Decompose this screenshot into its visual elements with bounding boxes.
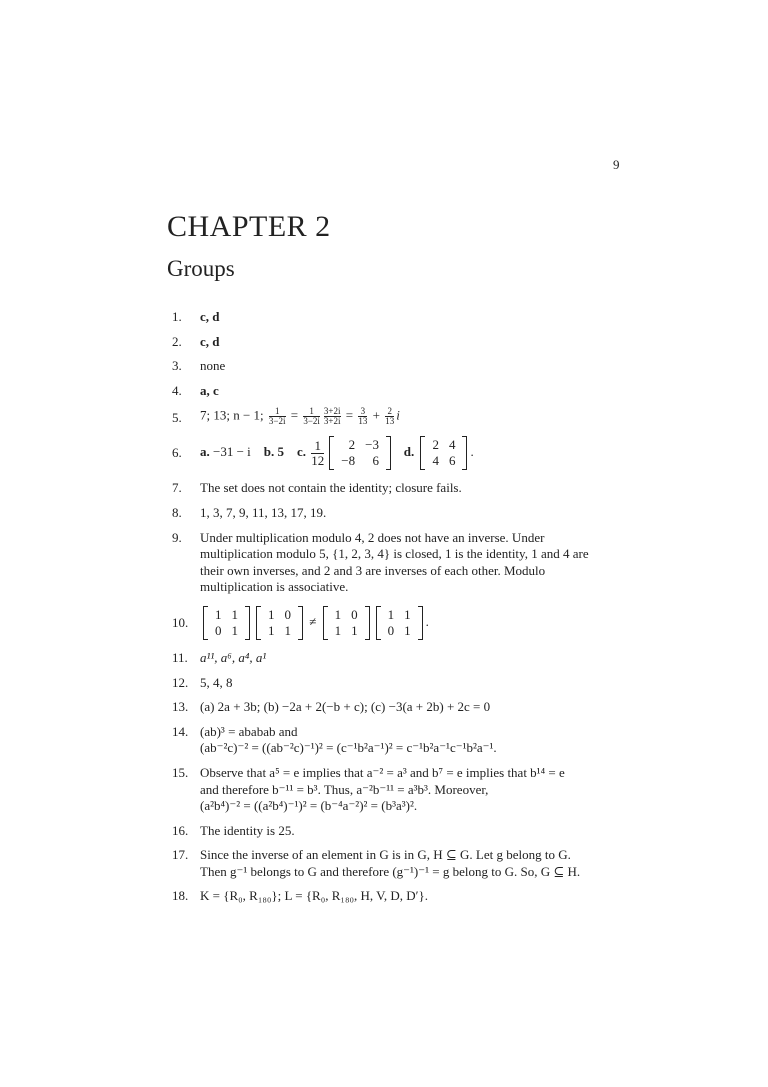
item-number: 13.: [172, 699, 189, 715]
denominator: 13: [358, 416, 368, 427]
item-number: 15.: [172, 764, 189, 780]
answer-list: [172, 309, 642, 913]
answer-item: [172, 309, 642, 326]
answer-line: (ab)³ = ababab and: [200, 723, 298, 739]
denominator: 13: [385, 416, 395, 427]
cell: 0: [284, 606, 291, 622]
text: −31 − i: [213, 444, 251, 460]
label: c.: [297, 444, 307, 460]
answer-item: [172, 675, 642, 692]
not-equal: ≠: [309, 613, 317, 629]
answer-text: (a) 2a + 3b; (b) −2a + 2(−b + c); (c) −3(a + 2b) + 2c = 0: [200, 699, 491, 715]
numerator: 3: [360, 406, 366, 417]
cell: 2: [348, 437, 356, 453]
answer-text: The set does not contain the identity; closure fails.: [200, 480, 462, 496]
answer-math: [200, 436, 474, 470]
numerator: 3+2i: [323, 406, 341, 417]
matrix: [329, 436, 391, 470]
item-number: 3.: [172, 358, 182, 374]
answer-item: [172, 480, 642, 497]
cell: 1: [268, 606, 275, 622]
item-number: 18.: [172, 888, 189, 904]
answer-item: [172, 434, 642, 472]
answer-text: The identity is 25.: [200, 822, 295, 838]
item-number: 7.: [172, 480, 182, 496]
matrix: [323, 606, 370, 640]
item-number: 10.: [172, 614, 189, 630]
cell: 0: [351, 606, 358, 622]
answer-line: Then g⁻¹ belongs to G and therefore (g⁻¹)⁻¹ = g belong to G. So, G ⊆ H.: [200, 863, 581, 879]
item-number: 9.: [172, 529, 182, 545]
answer-item: [172, 847, 642, 880]
label: a.: [200, 444, 210, 460]
answer-item: [172, 505, 642, 522]
denominator: 3+2i: [323, 416, 341, 427]
cell: −3: [365, 437, 379, 453]
answer-item: [172, 823, 642, 840]
cell: 6: [448, 453, 456, 469]
answer-item: [172, 383, 642, 400]
item-number: 11.: [172, 649, 188, 665]
section-title: Groups: [167, 256, 235, 281]
answer-line: Since the inverse of an element in G is in G, H ⊆ G. Let g belong to G.: [200, 847, 571, 863]
item-number: 6.: [172, 445, 182, 461]
text: +: [372, 407, 380, 423]
cell: 1: [404, 622, 411, 638]
cell: −8: [341, 453, 356, 469]
page-number: 9: [613, 157, 620, 172]
item-number: 12.: [172, 674, 189, 690]
fraction: [358, 407, 367, 426]
item-number: 1.: [172, 309, 182, 324]
fraction: [311, 439, 324, 468]
cell: 1: [404, 606, 411, 622]
fraction: [303, 407, 320, 426]
cell: 1: [231, 606, 238, 622]
label: d.: [403, 444, 415, 460]
answer-text: 1, 3, 7, 9, 11, 13, 17, 19.: [200, 504, 327, 520]
answer-item: [172, 888, 642, 905]
answer-item: [172, 724, 642, 757]
text: 7; 13; n − 1;: [200, 407, 264, 423]
cell: 1: [231, 622, 238, 638]
item-number: 2.: [172, 333, 182, 349]
text: .: [470, 444, 474, 460]
item-number: 5.: [172, 410, 182, 426]
cell: 4: [432, 453, 439, 469]
item-number: 17.: [172, 847, 189, 863]
denominator: 3−2i: [303, 416, 320, 427]
denominator: 3−2i: [268, 416, 286, 427]
text: =: [345, 407, 354, 423]
answer-item: [172, 604, 642, 642]
answer-text: a¹¹, a⁶, a⁴, a¹: [200, 649, 267, 665]
matrix: [376, 606, 423, 640]
cell: 1: [215, 606, 222, 622]
answer-item: [172, 407, 642, 426]
text: i: [396, 407, 400, 423]
answer-math: [200, 407, 642, 426]
matrix: [256, 606, 303, 640]
text: =: [290, 407, 299, 423]
answer-item: [172, 530, 602, 596]
answer-text: c, d: [200, 333, 220, 349]
answer-item: [172, 765, 642, 815]
matrix: [420, 436, 467, 470]
answer-item: [172, 334, 642, 351]
fraction: [324, 407, 341, 426]
item-number: 16.: [172, 822, 189, 838]
cell: 0: [387, 622, 395, 638]
answer-text: c, d: [200, 309, 220, 324]
cell: 1: [334, 622, 342, 638]
answer-line: Observe that a⁵ = e implies that a⁻² = a³ and b⁷ = e implies that b¹⁴ = e: [200, 764, 565, 780]
cell: 4: [448, 437, 456, 453]
cell: 1: [351, 622, 358, 638]
numerator: 1: [314, 437, 322, 453]
text: .: [425, 613, 429, 629]
answer-line: (a²b⁴)⁻² = ((a²b⁴)⁻¹)² = (b⁻⁴a⁻²)² = (b³a³)².: [200, 798, 418, 814]
numerator: 2: [387, 406, 392, 417]
cell: 2: [432, 437, 439, 453]
answer-text: a, c: [200, 382, 219, 398]
cell: 6: [372, 453, 379, 469]
label: b. 5: [263, 444, 285, 460]
answer-item: [172, 358, 642, 375]
numerator: 1: [274, 406, 280, 417]
cell: 1: [334, 606, 342, 622]
numerator: 1: [309, 406, 314, 417]
cell: 1: [284, 622, 291, 638]
answer-line: (ab⁻²c)⁻² = ((ab⁻²c)⁻¹)² = (c⁻¹b²a⁻¹)² = c⁻¹b²a⁻¹c⁻¹b²a⁻¹.: [200, 740, 497, 756]
denominator: 12: [311, 452, 325, 468]
cell: 1: [268, 622, 275, 638]
matrix: [203, 606, 250, 640]
fraction: [385, 407, 394, 426]
answer-text: Under multiplication modulo 4, 2 does not have an inverse. Under multiplication modulo 5, {1, 2, 3, 4} is closed, 1 is the identity, 1 and 4 are their own inverses, and 2 and 3 are inverses of each other. Modulo multiplication is associative.: [200, 529, 589, 595]
answer-text: K = {R₀, R₁₈₀}; L = {R₀, R₁₈₀, H, V, D, D′}.: [200, 888, 429, 904]
item-number: 14.: [172, 723, 189, 739]
answer-line: and therefore b⁻¹¹ = b³. Thus, a⁻²b⁻¹¹ = a³b³. Moreover,: [200, 781, 489, 797]
fraction: [269, 407, 286, 426]
cell: 0: [215, 622, 222, 638]
answer-item: [172, 650, 642, 667]
item-number: 8.: [172, 504, 182, 520]
chapter-title: CHAPTER 2: [167, 210, 331, 243]
answer-math: [200, 606, 429, 640]
answer-text: none: [200, 358, 226, 374]
item-number: 4.: [172, 382, 182, 398]
answer-item: [172, 699, 642, 716]
answer-text: 5, 4, 8: [200, 674, 233, 690]
cell: 1: [387, 606, 395, 622]
